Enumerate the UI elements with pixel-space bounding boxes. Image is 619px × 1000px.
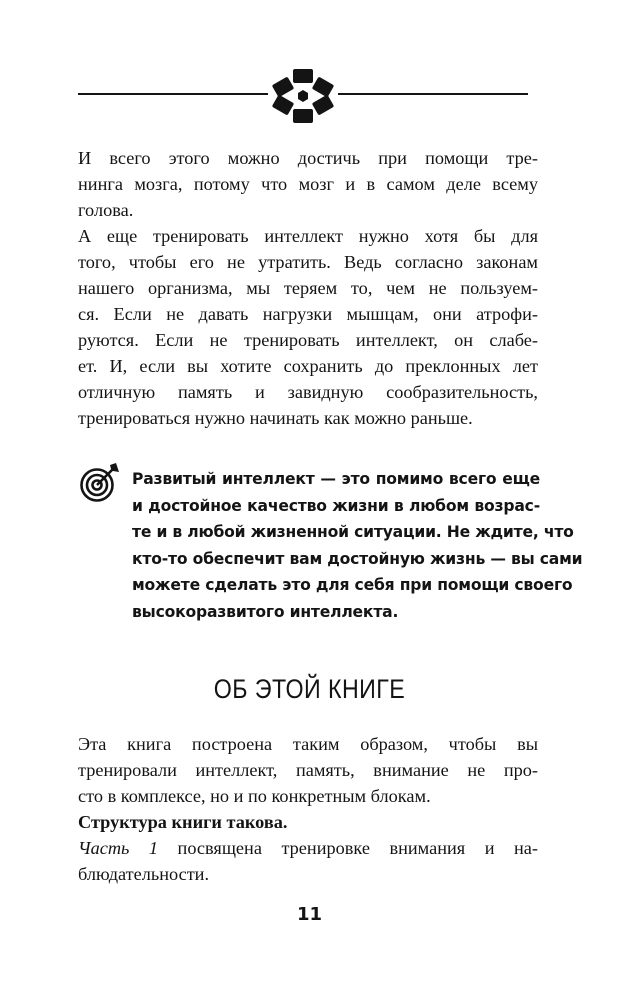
paragraph-1-line: И всего этого можно достичь при помощи тре-	[78, 148, 538, 168]
paragraph-2-line: руются. Если не тренировать интеллект, он слабе-	[78, 330, 538, 350]
callout-line: те и в любой жизненной ситуации. Не ждите, что	[132, 523, 574, 541]
callout-line: высокоразвитого интеллекта.	[132, 602, 399, 621]
hexagon-flower-icon	[268, 66, 338, 126]
paragraph-3-line: тренировали интеллект, память, внимание не про-	[78, 760, 538, 780]
paragraph-1-line: голова.	[78, 200, 134, 220]
callout-text	[132, 466, 583, 625]
paragraph-2-line: тренироваться нужно начинать как можно раньше.	[78, 408, 473, 428]
paragraph-3	[78, 731, 538, 809]
paragraph-2	[78, 223, 538, 431]
paragraph-3-line: Эта книга построена таким образом, чтобы вы	[78, 734, 538, 754]
paragraph-2-line: того, чтобы его не утратить. Ведь согласно законам	[78, 252, 538, 272]
header-ornament	[0, 60, 619, 130]
paragraph-1	[78, 145, 538, 223]
callout-line: и достойное качество жизни в любом возрас-	[132, 496, 540, 515]
part1-line-1	[78, 835, 538, 861]
callout-line: можете сделать это для себя при помощи своего	[132, 576, 573, 594]
paragraph-2-line: отличную память и завидную сообразительность,	[78, 382, 538, 402]
page-number: 11	[296, 904, 323, 925]
part1-label: Часть 1	[78, 838, 159, 858]
target-icon	[78, 462, 120, 504]
paragraph-3-line: сто в комплексе, но и по конкретным блокам.	[78, 786, 431, 806]
part1-paragraph	[78, 835, 538, 887]
structure-heading-block	[78, 809, 538, 835]
part1-line-2: блюдательности.	[78, 864, 210, 884]
paragraph-2-line: ет. И, если вы хотите сохранить до преклонных лет	[78, 356, 538, 376]
paragraph-2-line: А еще тренировать интеллект нужно хотя бы для	[78, 226, 538, 246]
callout-line: Развитый интеллект — это помимо всего еще	[132, 470, 540, 488]
callout-line: кто-то обеспечит вам достойную жизнь — вы сами	[132, 549, 583, 568]
paragraph-2-line: ся. Если не давать нагрузки мышцам, они атрофи-	[78, 304, 538, 324]
header-rule-left	[78, 93, 268, 95]
structure-heading: Структура книги такова.	[78, 812, 288, 832]
header-rule-right	[338, 93, 528, 95]
paragraph-1-line: нинга мозга, потому что мозг и в самом деле всему	[78, 174, 538, 194]
section-title: ОБ ЭТОЙ КНИГЕ	[213, 674, 406, 704]
paragraph-2-line: нашего организма, мы теряем то, чем не пользуем-	[78, 278, 538, 298]
part1-text: посвящена тренировке внимания и на-	[158, 838, 538, 858]
